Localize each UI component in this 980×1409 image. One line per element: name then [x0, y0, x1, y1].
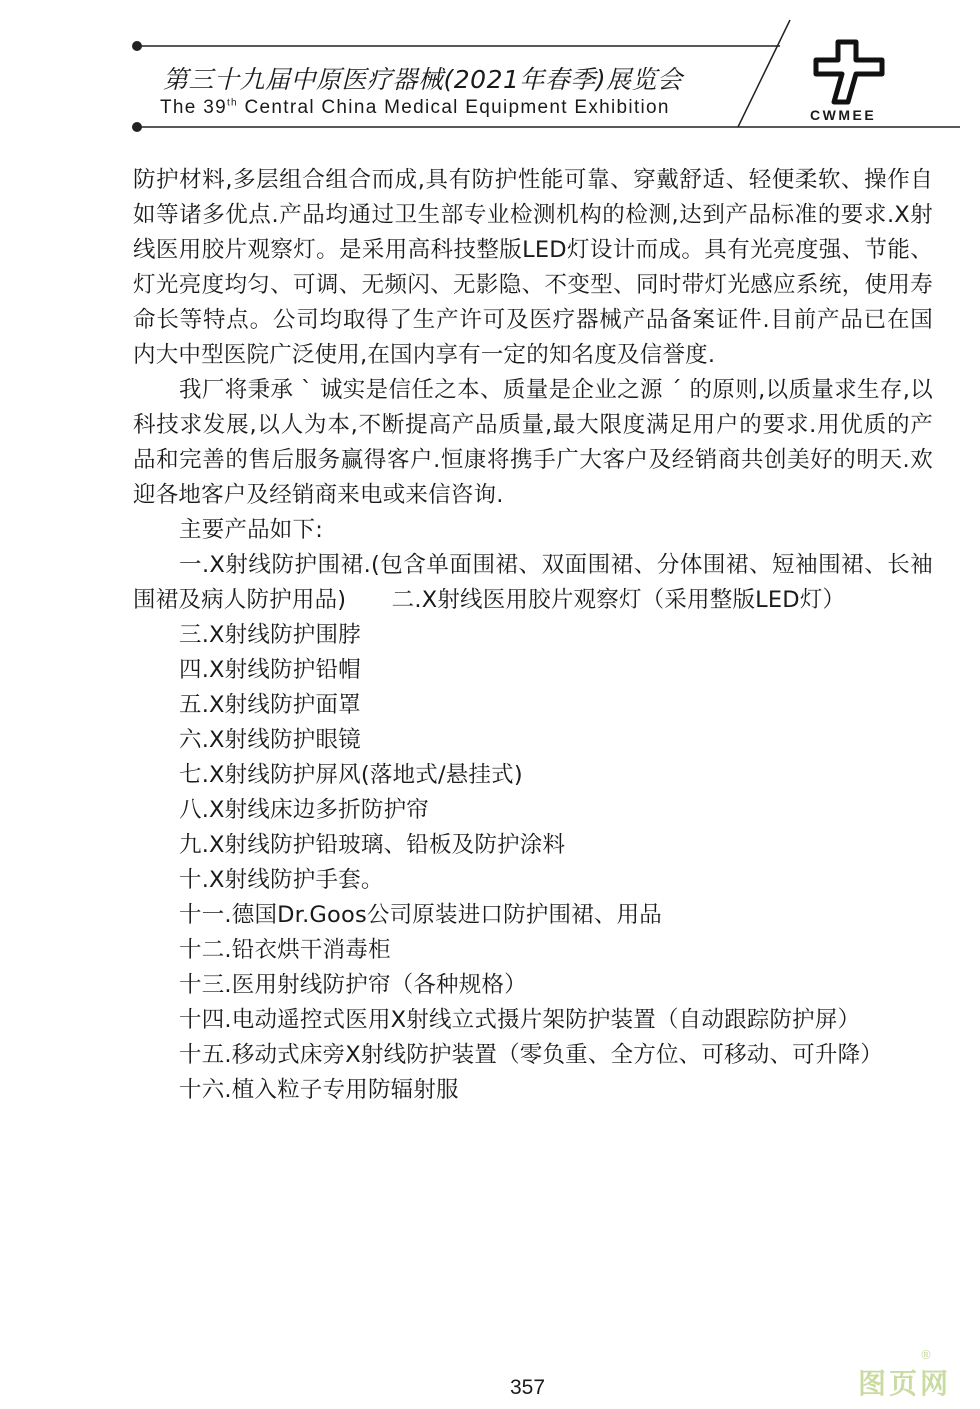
- product-item: 一.X射线防护围裙.(包含单面围裙、双面围裙、分体围裙、短袖围裙、长袖围裙及病人防护用品) 二.X射线医用胶片观察灯（采用整版LED灯）: [133, 552, 933, 613]
- exhibition-title-cn: 第三十九届中原医疗器械(2021年春季)展览会: [163, 65, 683, 94]
- exhibition-title-en: The 39th Central China Medical Equipment Exhibition: [160, 97, 670, 118]
- product-item: 六.X射线防护眼镜: [179, 727, 361, 753]
- product-item: 三.X射线防护围脖: [179, 622, 361, 648]
- logo-text: CWMEE: [810, 107, 877, 123]
- product-item: 十二.铅衣烘干消毒柜: [179, 937, 391, 963]
- cwmee-cross-logo-icon: [808, 38, 888, 106]
- product-item: 十四.电动遥控式医用X射线立式摄片架防护装置（自动跟踪防护屏）: [179, 1007, 861, 1033]
- product-item: 八.X射线床边多折防护帘: [179, 797, 429, 823]
- product-item: 五.X射线防护面罩: [179, 692, 361, 718]
- principle-paragraph: 我厂将秉承 ˋ 诚实是信任之本、质量是企业之源 ˊ 的原则,以质量求生存,以科技求发展,以人为本,不断提高产品质量,最大限度满足用户的要求.用优质的产品和完善的售后服务赢得客户.恒康将携手广大客户及经销商共创美好的明天.欢迎各地客户及经销商来电或来信咨询.: [133, 377, 933, 508]
- products-heading: 主要产品如下:: [179, 517, 323, 543]
- document-body: [133, 163, 933, 1108]
- product-item: 四.X射线防护铅帽: [179, 657, 361, 683]
- product-item: 七.X射线防护屏风(落地式/悬挂式): [179, 762, 523, 788]
- product-item: 十五.移动式床旁X射线防护装置（零负重、全方位、可移动、可升降）: [179, 1042, 883, 1068]
- product-item: 九.X射线防护铅玻璃、铅板及防护涂料: [179, 832, 566, 858]
- watermark: 图页网: [858, 1367, 952, 1400]
- watermark-registered-mark: ®: [920, 1348, 932, 1362]
- product-item: 十.X射线防护手套。: [179, 867, 384, 893]
- product-item: 十六.植入粒子专用防辐射服: [179, 1077, 459, 1103]
- intro-paragraph: 防护材料,多层组合组合而成,具有防护性能可靠、穿戴舒适、轻便柔软、操作自如等诸多优点.产品均通过卫生部专业检测机构的检测,达到产品标准的要求.X射线医用胶片观察灯。是采用高科技整版LED灯设计而成。具有光亮度强、节能、灯光亮度均匀、可调、无频闪、无影隐、不变型、同时带灯光感应系统，使用寿命长等特点。公司均取得了生产许可及医疗器械产品备案证件.目前产品已在国内大中型医院广泛使用,在国内享有一定的知名度及信誉度.: [133, 167, 933, 368]
- page-number: 357: [509, 1376, 546, 1399]
- product-item: 十三.医用射线防护帘（各种规格）: [179, 972, 527, 998]
- page-header: [0, 0, 980, 140]
- product-item: 十一.德国Dr.Goos公司原装进口防护围裙、用品: [179, 902, 663, 928]
